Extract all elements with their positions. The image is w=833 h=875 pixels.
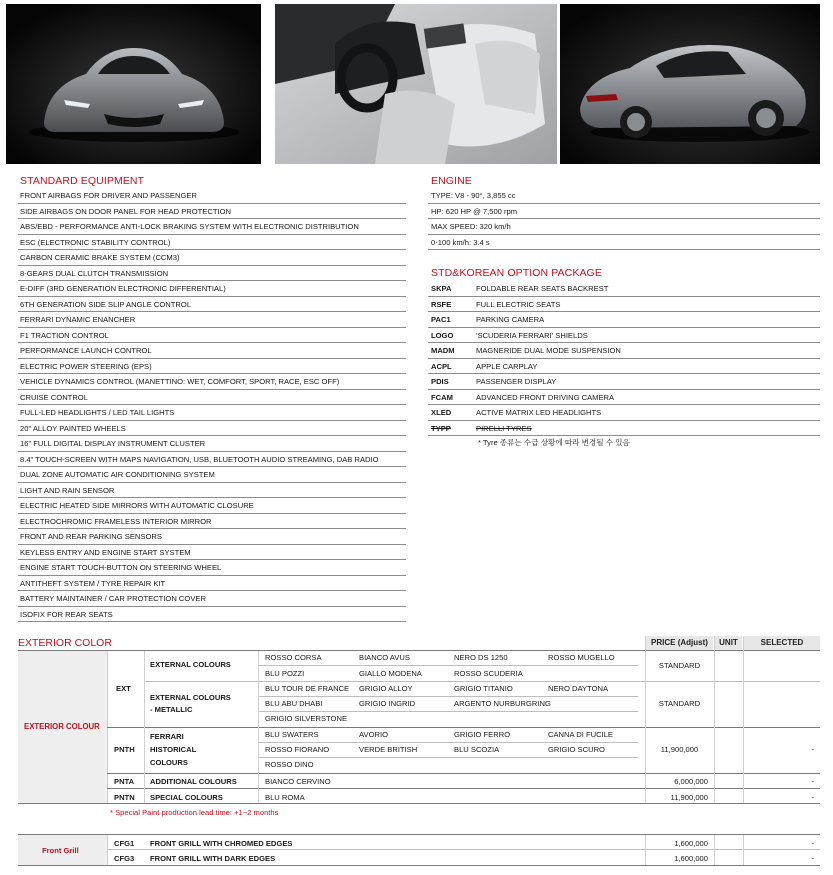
colour-name: ARGENTO NURBURGRING (454, 699, 551, 708)
colour-name: ROSSO DINO (265, 760, 314, 769)
option-row (428, 281, 820, 297)
pnta-colour: BIANCO CERVINO (265, 777, 331, 786)
exterior-color-table (18, 636, 820, 866)
pnta-price: 6,000,000 (674, 777, 708, 786)
ext-code: EXT (116, 684, 131, 693)
standard-equipment-item: F1 TRACTION CONTROL (18, 328, 406, 344)
colour-name: BLU TOUR DE FRANCE (265, 684, 350, 693)
standard-equipment-item: ELECTRIC POWER STEERING (EPS) (18, 359, 406, 375)
pnta-label: ADDITIONAL COLOURS (150, 777, 237, 786)
grill-code: CFG1 (114, 839, 135, 848)
pnth-price: 11,900,000 (660, 745, 699, 754)
colour-name: ROSSO SCUDERIA (454, 669, 523, 678)
option-code: MADM (431, 346, 455, 355)
external-colours-price: STANDARD (658, 661, 701, 670)
option-code: LOGO (431, 330, 454, 340)
grill-description: FRONT GRILL WITH DARK EDGES (150, 854, 276, 863)
option-description: FOLDABLE REAR SEATS BACKREST (476, 284, 609, 293)
option-row (428, 359, 820, 375)
engine-spec-item: TYPE: V8 - 90°, 3,855 cc (428, 188, 820, 204)
standard-equipment-item: 6TH GENERATION SIDE SLIP ANGLE CONTROL (18, 297, 406, 313)
standard-equipment-item: CRUISE CONTROL (18, 390, 406, 406)
colour-name: CANNA DI FUCILE (548, 730, 613, 739)
colour-name: VERDE BRITISH (359, 745, 418, 754)
grill-selected[interactable]: - (811, 839, 814, 848)
grill-description: FRONT GRILL WITH CHROMED EDGES (150, 839, 293, 848)
standard-equipment-item: ENGINE START TOUCH-BUTTON ON STEERING WHEEL (18, 560, 406, 576)
option-description: 'SCUDERIA FERRARI' SHIELDS (476, 330, 588, 340)
option-code: ACPL (431, 361, 452, 371)
pnta-code: PNTA (114, 777, 135, 786)
colour-name: ROSSO CORSA (265, 653, 322, 662)
standard-equipment-item: 8-GEARS DUAL CLUTCH TRANSMISSION (18, 266, 406, 282)
standard-equipment-item: CARBON CERAMIC BRAKE SYSTEM (CCM3) (18, 250, 406, 266)
interior-photo (275, 4, 557, 164)
standard-equipment-item: FERRARI DYNAMIC ENANCHER (18, 312, 406, 328)
standard-equipment-item: SIDE AIRBAGS ON DOOR PANEL FOR HEAD PROTECTION (18, 204, 406, 220)
standard-equipment-item: PERFORMANCE LAUNCH CONTROL (18, 343, 406, 359)
grill-selected[interactable]: - (811, 854, 814, 863)
colour-name: BIANCO AVUS (359, 653, 410, 662)
standard-equipment-item: ABS/EBD - PERFORMANCE ANTI-LOCK BRAKING SYSTEM WITH ELECTRONIC DISTRIBUTION (18, 219, 406, 235)
colour-name: GRIGIO INGRID (359, 699, 416, 708)
colour-name: AVORIO (359, 730, 388, 739)
pntn-code: PNTN (114, 793, 135, 802)
pntn-colour: BLU ROMA (265, 793, 305, 802)
pnth-label-line3: COLOURS (150, 758, 188, 767)
option-description: ACTIVE MATRIX LED HEADLIGHTS (476, 408, 602, 417)
engine-spec-list (428, 188, 820, 250)
option-row (428, 374, 820, 390)
standard-equipment-item: ANTITHEFT SYSTEM / TYRE REPAIR KIT (18, 576, 406, 592)
option-code: PDIS (431, 377, 449, 386)
rear-view-photo (560, 4, 820, 164)
option-description: PASSENGER DISPLAY (476, 377, 557, 386)
option-row (428, 312, 820, 328)
colour-name: BLU SCOZIA (454, 745, 500, 754)
standard-equipment-item: ELECTRIC HEATED SIDE MIRRORS WITH AUTOMATIC CLOSURE (18, 498, 406, 514)
pntn-selected[interactable]: - (811, 793, 814, 802)
colour-name: ROSSO FIORANO (265, 745, 330, 754)
standard-equipment-item: 20" ALLOY PAINTED WHEELS (18, 421, 406, 437)
engine-spec-item: HP: 620 HP @ 7,500 rpm (428, 204, 820, 220)
exterior-colour-group-label: EXTERIOR COLOUR (24, 722, 100, 731)
metallic-label-line1: EXTERNAL COLOURS (150, 693, 231, 702)
option-row (428, 343, 820, 359)
standard-equipment-list (18, 188, 406, 622)
option-description: FULL ELECTRIC SEATS (476, 299, 561, 309)
colour-name: BLU POZZI (265, 669, 305, 678)
colour-name: GRIGIO FERRO (454, 730, 511, 739)
standard-equipment-item: VEHICLE DYNAMICS CONTROL (MANETTINO: WET, COMFORT, SPORT, RACE, ESC OFF) (18, 374, 406, 390)
grill-code: CFG3 (114, 854, 135, 863)
metallic-label-line2: - METALLIC (150, 705, 193, 714)
option-package-list (428, 281, 820, 436)
standard-equipment-item: KEYLESS ENTRY AND ENGINE START SYSTEM (18, 545, 406, 561)
colour-name: BLU SWATERS (265, 730, 319, 739)
standard-equipment-item: FULL-LED HEADLIGHTS / LED TAIL LIGHTS (18, 405, 406, 421)
price-header: PRICE (Adjust) (646, 636, 713, 650)
option-code: RSFE (431, 299, 452, 309)
pnth-selected[interactable]: - (811, 745, 814, 754)
colour-name: GRIGIO TITANIO (454, 684, 513, 693)
metallic-price: STANDARD (658, 699, 701, 708)
external-colours-label: EXTERNAL COLOURS (150, 660, 231, 669)
standard-equipment-item: DUAL ZONE AUTOMATIC AIR CONDITIONING SYSTEM (18, 467, 406, 483)
special-paint-note: * Special Paint production lead time: +1~2 months (110, 808, 279, 817)
option-row (428, 405, 820, 421)
pnth-label-line2: HISTORICAL (150, 745, 197, 754)
colour-name: BLU ABU DHABI (265, 699, 323, 708)
unit-header: UNIT (715, 636, 742, 650)
standard-equipment-item: ISOFIX FOR REAR SEATS (18, 607, 406, 623)
colour-name: ROSSO MUGELLO (548, 653, 615, 662)
front-view-photo (6, 4, 261, 164)
option-code: SKPA (431, 284, 452, 293)
standard-equipment-item: FRONT AIRBAGS FOR DRIVER AND PASSENGER (18, 188, 406, 204)
option-code: PAC1 (431, 315, 451, 324)
exterior-color-title: EXTERIOR COLOR (18, 637, 112, 649)
engine-spec-item: MAX SPEED: 320 km/h (428, 219, 820, 235)
option-row (428, 390, 820, 406)
pntn-price: 11,900,000 (670, 793, 708, 802)
option-description: ADVANCED FRONT DRIVING CAMERA (476, 392, 615, 402)
option-package-title: STD&KOREAN OPTION PACKAGE (431, 267, 602, 279)
engine-spec-item: 0-100 km/h: 3.4 s (428, 235, 820, 251)
engine-title: ENGINE (431, 175, 472, 187)
standard-equipment-title: STANDARD EQUIPMENT (20, 175, 145, 187)
colour-name: GIALLO MODENA (359, 669, 422, 678)
option-description: PARKING CAMERA (476, 315, 545, 324)
option-row (428, 421, 820, 437)
option-row (428, 297, 820, 313)
front-grill-group-label: Front Grill (42, 846, 79, 855)
grill-price: 1,600,000 (674, 854, 708, 863)
standard-equipment-item: FRONT AND REAR PARKING SENSORS (18, 529, 406, 545)
standard-equipment-item: LIGHT AND RAIN SENSOR (18, 483, 406, 499)
tyre-note: * Tyre 종류는 수급 상황에 따라 변경될 수 있음 (478, 438, 630, 447)
option-row (428, 328, 820, 344)
colour-name: NERO DS 1250 (454, 653, 508, 662)
colour-name: GRIGIO SCURO (548, 745, 605, 754)
grill-price: 1,600,000 (674, 839, 708, 848)
selected-header: SELECTED (744, 636, 820, 650)
option-description: MAGNERIDE DUAL MODE SUSPENSION (476, 346, 621, 355)
option-code: FCAM (431, 392, 453, 402)
option-description: PIRELLI TYRES (476, 423, 532, 433)
pnth-code: PNTH (114, 745, 135, 754)
pnta-selected[interactable]: - (811, 777, 814, 786)
standard-equipment-item: 8.4" TOUCH-SCREEN WITH MAPS NAVIGATION, USB, BLUETOOTH AUDIO STREAMING, DAB RADIO (18, 452, 406, 468)
option-description: APPLE CARPLAY (476, 361, 538, 371)
standard-equipment-item: ESC (ELECTRONIC STABILITY CONTROL) (18, 235, 406, 251)
colour-name: GRIGIO SILVERSTONE (265, 714, 348, 723)
standard-equipment-item: E-DIFF (3RD GENERATION ELECTRONIC DIFFERENTIAL) (18, 281, 406, 297)
colour-name: GRIGIO ALLOY (359, 684, 413, 693)
standard-equipment-item: ELECTROCHROMIC FRAMELESS INTERIOR MIRROR (18, 514, 406, 530)
pntn-label: SPECIAL COLOURS (150, 793, 223, 802)
colour-name: NERO DAYTONA (548, 684, 609, 693)
pnth-label-line1: FERRARI (150, 732, 184, 741)
standard-equipment-item: BATTERY MAINTAINER / CAR PROTECTION COVER (18, 591, 406, 607)
option-code: XLED (431, 408, 452, 417)
option-code: TYPP (431, 423, 451, 433)
standard-equipment-item: 16" FULL DIGITAL DISPLAY INSTRUMENT CLUSTER (18, 436, 406, 452)
